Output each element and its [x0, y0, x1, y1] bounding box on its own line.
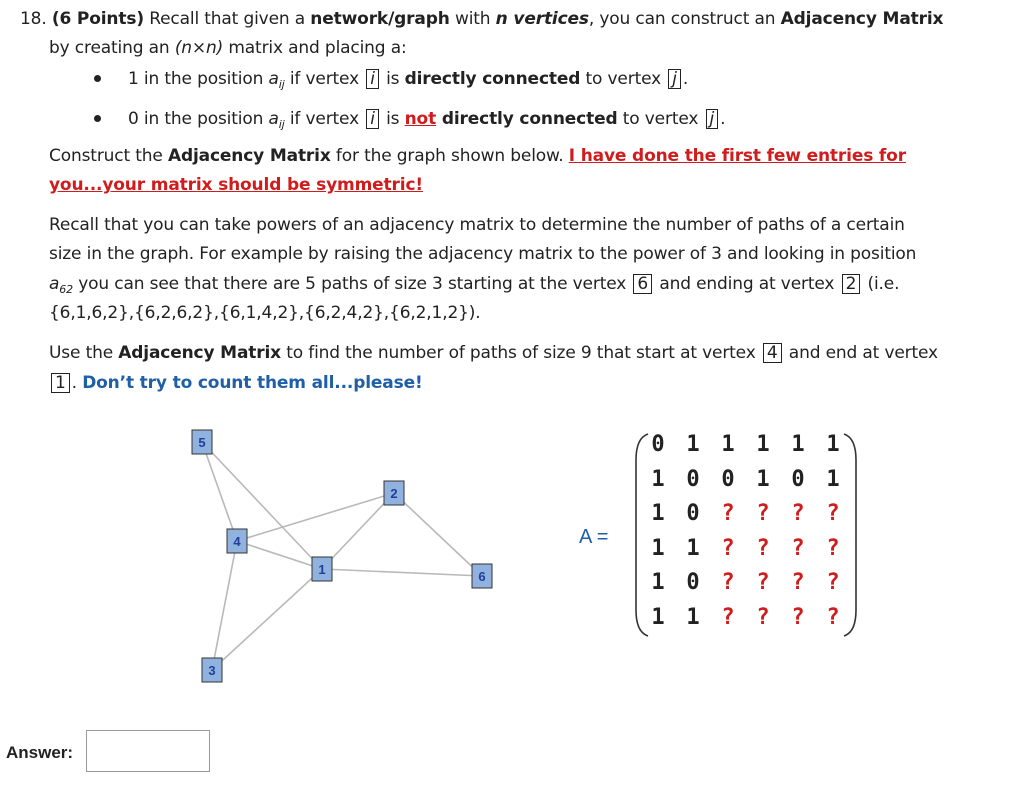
matrix-cell: 1 [686, 604, 700, 630]
construct-line-2: you...your matrix should be symmetric! [49, 175, 423, 195]
matrix-cell: 0 [686, 570, 700, 595]
matrix-cell: 1 [721, 432, 735, 457]
recall-line-1: Recall that you can take powers of an adjacency matrix to determine the number of paths of a certain [49, 215, 905, 235]
matrix-cell: ? [721, 535, 735, 561]
matrix-cell: 1 [651, 535, 665, 561]
matrix-cell: 1 [756, 432, 770, 457]
matrix-cell: ? [826, 535, 840, 561]
matrix-cell: 0 [721, 466, 735, 492]
recall-line-3: $a_{62}$ you can see that there are 5 paths of size 3 starting at the vertex 6 and ending at vertex 2 (i.e. [49, 274, 900, 296]
matrix-cell: ? [791, 604, 805, 630]
graph-edge-5-4 [202, 442, 237, 541]
matrix-cell: ? [756, 501, 770, 526]
graph-node-4 [227, 529, 247, 553]
matrix-cell: ? [721, 604, 735, 630]
matrix-right-bracket [840, 430, 860, 640]
graph-node-1 [312, 557, 332, 581]
matrix-cell: ? [756, 604, 770, 630]
graph-node-2 [384, 481, 404, 505]
matrix-cell: 1 [651, 570, 665, 595]
matrix-cell: 1 [826, 432, 840, 457]
graph-edge-2-6 [394, 493, 482, 576]
svg-text:2: 2 [390, 486, 398, 501]
bullet-item-2: 0 in the position $a_{ij}$ if vertex i is not directly connected to vertex j . [128, 109, 726, 131]
svg-text:4: 4 [233, 534, 241, 549]
matrix-cell: 1 [651, 466, 665, 492]
matrix-cell: 1 [826, 466, 840, 492]
matrix-cell: ? [826, 570, 840, 595]
graph-node-5 [192, 430, 212, 454]
matrix-cell: ? [756, 570, 770, 595]
svg-text:6: 6 [478, 569, 486, 584]
matrix-label: A = [579, 526, 609, 548]
graph-diagram [180, 422, 510, 692]
matrix-cell: ? [826, 604, 840, 630]
matrix-cell: ? [791, 535, 805, 561]
bullet-dot [94, 115, 101, 122]
matrix-cell: 1 [756, 466, 770, 492]
bullet-item-1: 1 in the position $a_{ij}$ if vertex i is directly connected to vertex j . [128, 69, 689, 91]
bullet-dot [94, 75, 101, 82]
matrix-cell: 1 [651, 604, 665, 630]
construct-line-1: Construct the Adjacency Matrix for the graph shown below. I have done the first few entries for [49, 146, 906, 166]
matrix-cell: 0 [686, 501, 700, 526]
recall-line-4: {6,1,6,2},{6,2,6,2},{6,1,4,2},{6,2,4,2},{6,2,1,2}). [49, 303, 481, 323]
answer-input[interactable] [86, 730, 210, 772]
svg-text:3: 3 [208, 663, 216, 678]
matrix-cell: 0 [686, 466, 700, 492]
matrix-cell: 1 [651, 501, 665, 526]
recall-line-2: size in the graph. For example by raising the adjacency matrix to the power of 3 and looking in position [49, 244, 917, 264]
problem-line-2: by creating an (n×n) matrix and placing a: [49, 38, 407, 58]
problem-line-1: 18. (6 Points) Recall that given a network/graph with n vertices, you can construct an Adjacency Matrix [20, 9, 944, 29]
matrix-cell: 0 [651, 432, 665, 457]
matrix-cell: ? [791, 501, 805, 526]
use-line-2: 1 . Don’t try to count them all...please! [49, 372, 423, 394]
matrix-cell: 1 [686, 535, 700, 561]
svg-text:5: 5 [198, 435, 206, 450]
matrix-cell: ? [721, 570, 735, 595]
use-line-1: Use the Adjacency Matrix to find the number of paths of size 9 that start at vertex 4 and end at vertex [49, 343, 938, 363]
answer-label: Answer: [6, 743, 74, 762]
matrix-cell: 1 [791, 432, 805, 457]
matrix-cell: ? [826, 501, 840, 526]
matrix-cell: ? [791, 570, 805, 595]
matrix-cell: 1 [686, 432, 700, 457]
matrix-cell: ? [721, 501, 735, 526]
graph-edge-1-6 [322, 569, 482, 576]
svg-text:1: 1 [318, 562, 326, 577]
matrix-cell: 0 [791, 466, 805, 492]
graph-node-6 [472, 564, 492, 588]
graph-node-3 [202, 658, 222, 682]
matrix-cell: ? [756, 535, 770, 561]
